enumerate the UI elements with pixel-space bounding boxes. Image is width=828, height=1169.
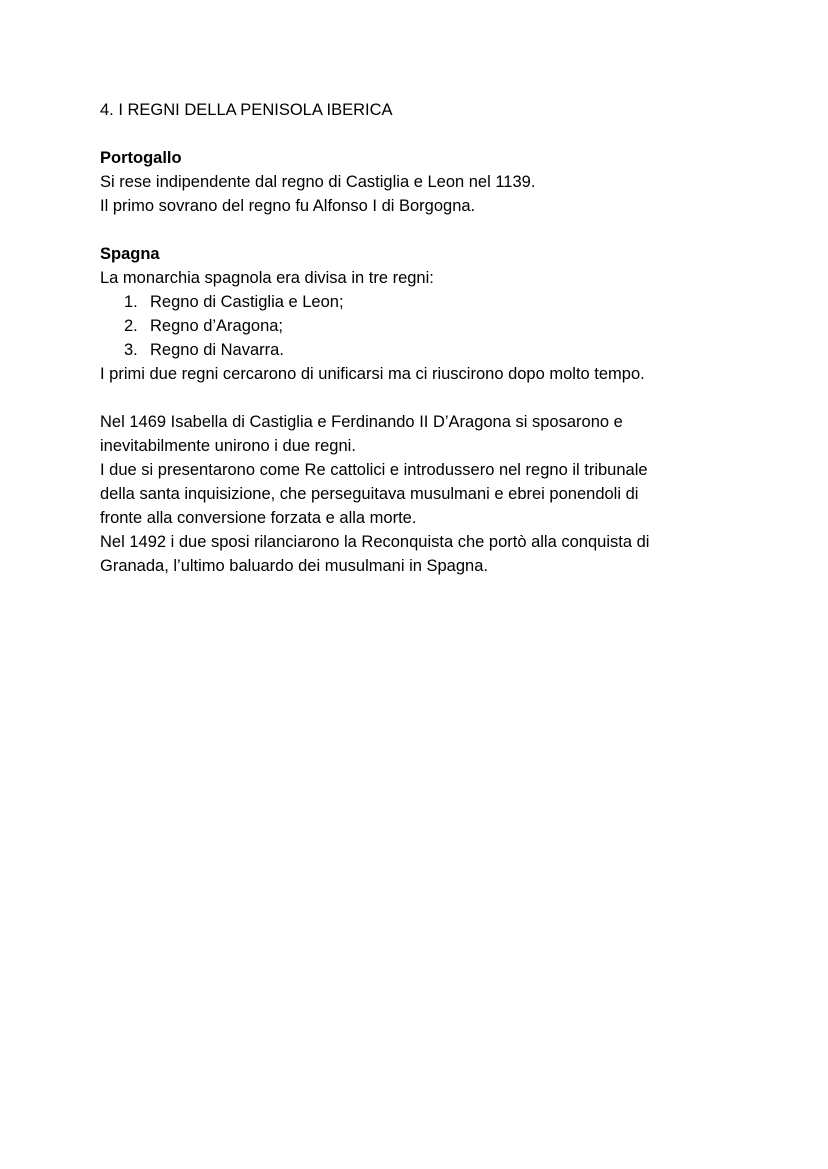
list-item bbox=[124, 338, 740, 362]
text-line: I due si presentarono come Re cattolici e introdussero nel regno il tribunale bbox=[100, 461, 648, 479]
section-portogallo bbox=[100, 146, 740, 218]
list-number: 1. bbox=[124, 293, 138, 311]
kingdom-list bbox=[100, 290, 740, 362]
section-spagna bbox=[100, 242, 740, 386]
text-line: inevitabilmente unirono i due regni. bbox=[100, 437, 356, 455]
text-line: I primi due regni cercarono di unificarsi ma ci riuscirono dopo molto tempo. bbox=[100, 365, 645, 383]
list-number: 2. bbox=[124, 317, 138, 335]
section-heading: Spagna bbox=[100, 245, 160, 263]
section-heading: Portogallo bbox=[100, 149, 182, 167]
list-item bbox=[124, 290, 740, 314]
list-item bbox=[124, 314, 740, 338]
document-page bbox=[100, 98, 740, 602]
section-closing bbox=[100, 410, 740, 578]
list-item-text: Regno di Navarra. bbox=[150, 341, 284, 359]
text-line: La monarchia spagnola era divisa in tre regni: bbox=[100, 269, 434, 287]
text-line: Si rese indipendente dal regno di Castiglia e Leon nel 1139. bbox=[100, 173, 536, 191]
list-number: 3. bbox=[124, 341, 138, 359]
list-item-text: Regno d’Aragona; bbox=[150, 317, 284, 335]
text-line: Granada, l’ultimo baluardo dei musulmani in Spagna. bbox=[100, 557, 488, 575]
text-line: fronte alla conversione forzata e alla morte. bbox=[100, 509, 417, 527]
text-line: Nel 1469 Isabella di Castiglia e Ferdinando II D’Aragona si sposarono e bbox=[100, 413, 623, 431]
text-line: Il primo sovrano del regno fu Alfonso I di Borgogna. bbox=[100, 197, 476, 215]
document-title: 4. I REGNI DELLA PENISOLA IBERICA bbox=[100, 101, 393, 119]
list-item-text: Regno di Castiglia e Leon; bbox=[150, 293, 344, 311]
text-line: della santa inquisizione, che perseguitava musulmani e ebrei ponendoli di bbox=[100, 485, 639, 503]
text-line: Nel 1492 i due sposi rilanciarono la Reconquista che portò alla conquista di bbox=[100, 533, 650, 551]
